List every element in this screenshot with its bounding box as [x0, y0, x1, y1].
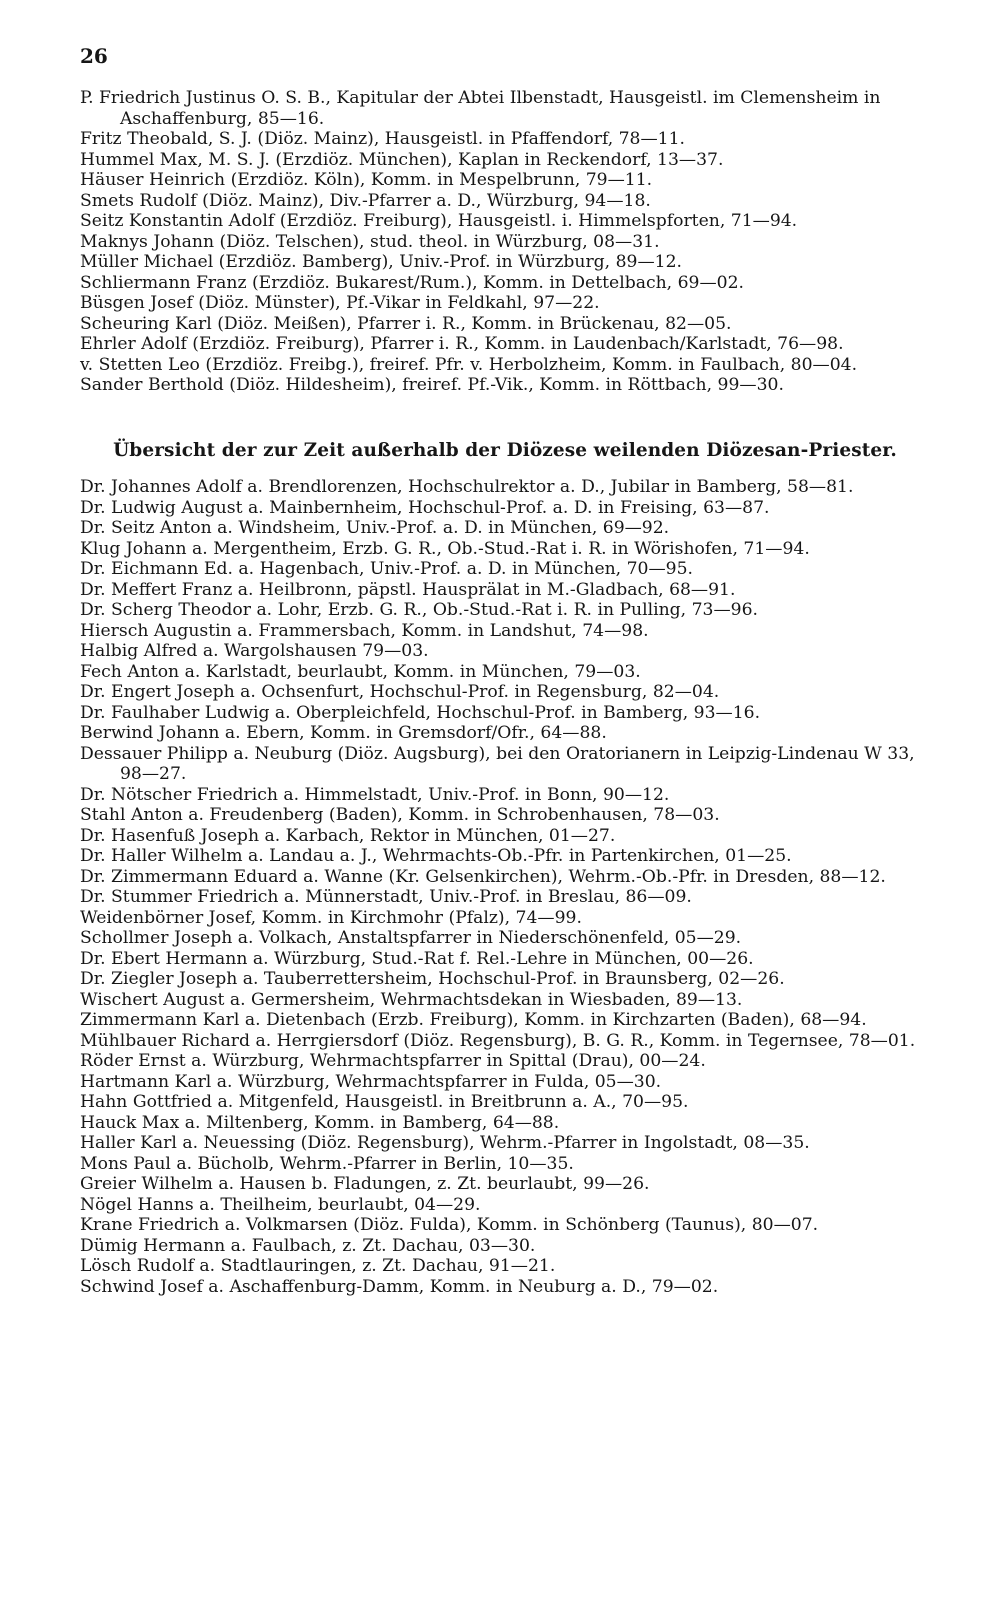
list-entry: Dümig Hermann a. Faulbach, z. Zt. Dachau, 03—30. [80, 1235, 536, 1256]
list-entry: Berwind Johann a. Ebern, Komm. in Gremsdorf/Ofr., 64—88. [80, 723, 607, 743]
list-entry: Scheuring Karl (Diöz. Meißen), Pfarrer i. R., Komm. in Brückenau, 82—05. [80, 313, 732, 334]
list-entry: v. Stetten Leo (Erzdiöz. Freibg.), freiref. Pfr. v. Herbolzheim, Komm. in Faulbach, 80—04. [80, 354, 858, 375]
list-entry: Dr. Ebert Hermann a. Würzburg, Stud.-Rat f. Rel.-Lehre in München, 00—26. [80, 948, 754, 969]
list-entry: Hummel Max, M. S. J. (Erzdiöz. München), Kaplan in Reckendorf, 13—37. [80, 149, 724, 170]
list-entry: Dr. Engert Joseph a. Ochsenfurt, Hochschul-Prof. in Regensburg, 82—04. [80, 682, 720, 702]
list-entry: Dr. Hasenfuß Joseph a. Karbach, Rektor in München, 01—27. [80, 825, 616, 846]
list-entry: Wischert August a. Germersheim, Wehrmachtsdekan in Wiesbaden, 89—13. [80, 989, 743, 1010]
list-entry: Dr. Meffert Franz a. Heilbronn, päpstl. Hausprälat in M.-Gladbach, 68—91. [80, 579, 736, 600]
clergy-list-top [80, 88, 930, 396]
list-entry: Hahn Gottfried a. Mitgenfeld, Hausgeistl. in Breitbrunn a. A., 70—95. [80, 1092, 689, 1112]
list-entry: Stahl Anton a. Freudenberg (Baden), Komm. in Schrobenhausen, 78—03. [80, 805, 720, 825]
list-entry: Dr. Ziegler Joseph a. Tauberrettersheim, Hochschul-Prof. in Braunsberg, 02—26. [80, 969, 785, 989]
list-entry: Krane Friedrich a. Volkmarsen (Diöz. Fulda), Komm. in Schönberg (Taunus), 80—07. [80, 1215, 819, 1235]
list-entry: Dr. Faulhaber Ludwig a. Oberpleichfeld, Hochschul-Prof. in Bamberg, 93—16. [80, 702, 761, 723]
list-entry: Schliermann Franz (Erzdiöz. Bukarest/Rum.), Komm. in Dettelbach, 69—02. [80, 272, 744, 293]
list-entry: Mühlbauer Richard a. Herrgiersdorf (Diöz. Regensburg), B. G. R., Komm. in Tegernsee, 78—01. [80, 1030, 916, 1051]
list-entry: Häuser Heinrich (Erzdiöz. Köln), Komm. in Mespelbrunn, 79—11. [80, 170, 653, 190]
list-entry: Röder Ernst a. Würzburg, Wehrmachtspfarrer in Spittal (Drau), 00—24. [80, 1051, 706, 1071]
list-entry: Dr. Haller Wilhelm a. Landau a. J., Wehrmachts-Ob.-Pfr. in Partenkirchen, 01—25. [80, 846, 792, 866]
clergy-list-bottom [80, 477, 930, 1297]
list-entry: Hiersch Augustin a. Frammersbach, Komm. in Landshut, 74—98. [80, 620, 649, 641]
list-entry: Schollmer Joseph a. Volkach, Anstaltspfarrer in Niederschönenfeld, 05—29. [80, 928, 742, 948]
list-entry: Ehrler Adolf (Erzdiöz. Freiburg), Pfarrer i. R., Komm. in Laudenbach/Karlstadt, 76—98. [80, 334, 844, 354]
list-entry: Seitz Konstantin Adolf (Erzdiöz. Freiburg), Hausgeistl. i. Himmelspforten, 71—94. [80, 211, 798, 231]
list-entry: Dr. Scherg Theodor a. Lohr, Erzb. G. R., Ob.-Stud.-Rat i. R. in Pulling, 73—96. [80, 600, 758, 620]
list-entry: Hauck Max a. Miltenberg, Komm. in Bamberg, 64—88. [80, 1112, 560, 1133]
list-entry: Lösch Rudolf a. Stadtlauringen, z. Zt. Dachau, 91—21. [80, 1256, 556, 1276]
list-entry: Dr. Seitz Anton a. Windsheim, Univ.-Prof. a. D. in München, 69—92. [80, 518, 670, 538]
list-entry: Maknys Johann (Diöz. Telschen), stud. theol. in Würzburg, 08—31. [80, 231, 660, 252]
list-entry: Halbig Alfred a. Wargolshausen 79—03. [80, 641, 429, 661]
list-entry: Hartmann Karl a. Würzburg, Wehrmachtspfarrer in Fulda, 05—30. [80, 1071, 662, 1092]
list-entry: Zimmermann Karl a. Dietenbach (Erzb. Freiburg), Komm. in Kirchzarten (Baden), 68—94. [80, 1010, 867, 1030]
list-entry: Klug Johann a. Mergentheim, Erzb. G. R., Ob.-Stud.-Rat i. R. in Wörishofen, 71—94. [80, 538, 810, 559]
list-entry: P. Friedrich Justinus O. S. B., Kapitular der Abtei Ilbenstadt, Hausgeistl. im Clemensheim in Aschaffenburg, 85—16. [80, 88, 881, 129]
list-entry: Greier Wilhelm a. Hausen b. Fladungen, z. Zt. beurlaubt, 99—26. [80, 1174, 650, 1194]
list-entry: Weidenbörner Josef, Komm. in Kirchmohr (Pfalz), 74—99. [80, 907, 582, 928]
section-heading: Übersicht der zur Zeit außerhalb der Diözese weilenden Diözesan-Priester. [113, 440, 897, 461]
list-entry: Dr. Johannes Adolf a. Brendlorenzen, Hochschulrektor a. D., Jubilar in Bamberg, 58—81. [80, 477, 854, 497]
list-entry: Fritz Theobald, S. J. (Diöz. Mainz), Hausgeistl. in Pfaffendorf, 78—11. [80, 129, 686, 149]
list-entry: Dr. Eichmann Ed. a. Hagenbach, Univ.-Prof. a. D. in München, 70—95. [80, 559, 694, 579]
list-entry: Fech Anton a. Karlstadt, beurlaubt, Komm. in München, 79—03. [80, 661, 641, 682]
list-entry: Sander Berthold (Diöz. Hildesheim), freiref. Pf.-Vik., Komm. in Röttbach, 99—30. [80, 375, 784, 395]
list-entry: Dr. Stummer Friedrich a. Münnerstadt, Univ.-Prof. in Breslau, 86—09. [80, 887, 692, 907]
page-number: 26 [80, 44, 108, 68]
list-entry: Schwind Josef a. Aschaffenburg-Damm, Komm. in Neuburg a. D., 79—02. [80, 1276, 719, 1297]
list-entry: Büsgen Josef (Diöz. Münster), Pf.-Vikar in Feldkahl, 97—22. [80, 293, 600, 313]
list-entry: Dessauer Philipp a. Neuburg (Diöz. Augsburg), bei den Oratorianern in Leipzig-Lindenau W 33, 98—27. [80, 743, 915, 784]
list-entry: Müller Michael (Erzdiöz. Bamberg), Univ.-Prof. in Würzburg, 89—12. [80, 252, 682, 272]
list-entry: Dr. Zimmermann Eduard a. Wanne (Kr. Gelsenkirchen), Wehrm.-Ob.-Pfr. in Dresden, 88—12. [80, 866, 886, 887]
list-entry: Nögel Hanns a. Theilheim, beurlaubt, 04—29. [80, 1194, 481, 1215]
list-entry: Dr. Ludwig August a. Mainbernheim, Hochschul-Prof. a. D. in Freising, 63—87. [80, 497, 770, 518]
list-entry: Dr. Nötscher Friedrich a. Himmelstadt, Univ.-Prof. in Bonn, 90—12. [80, 784, 670, 805]
list-entry: Haller Karl a. Neuessing (Diöz. Regensburg), Wehrm.-Pfarrer in Ingolstadt, 08—35. [80, 1133, 810, 1153]
list-entry: Mons Paul a. Bücholb, Wehrm.-Pfarrer in Berlin, 10—35. [80, 1153, 574, 1174]
list-entry: Smets Rudolf (Diöz. Mainz), Div.-Pfarrer a. D., Würzburg, 94—18. [80, 190, 651, 211]
